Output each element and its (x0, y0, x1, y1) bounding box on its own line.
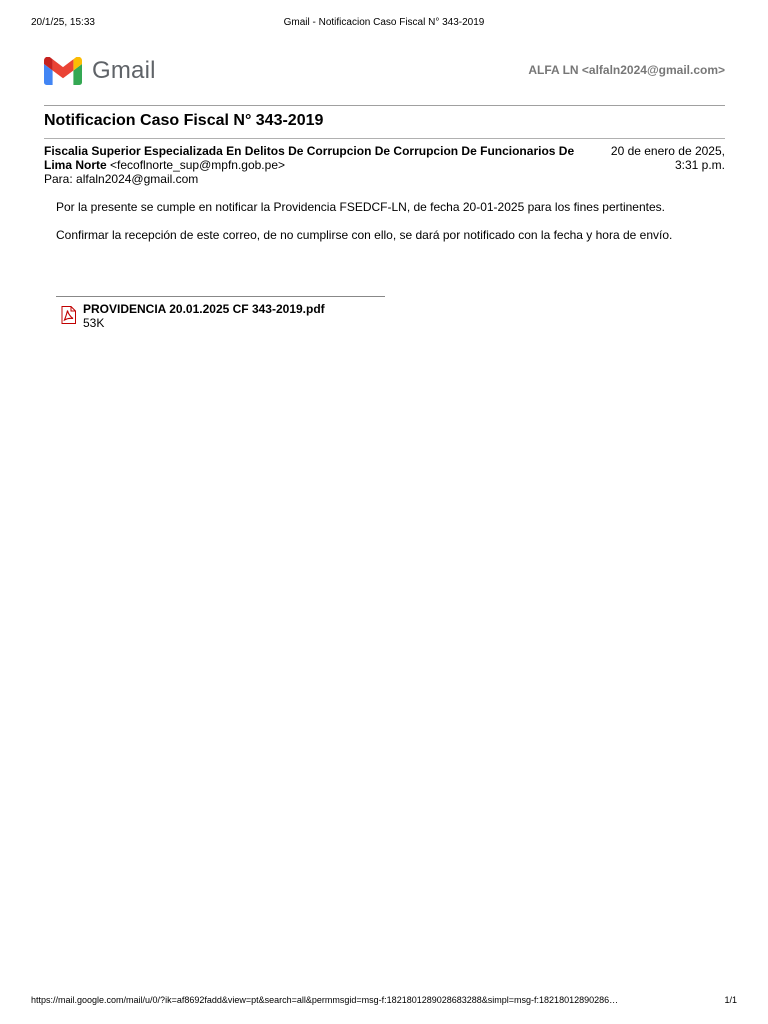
print-footer (31, 995, 737, 1009)
header-divider (44, 105, 725, 106)
message-body-paragraph: Por la presente se cumple en notificar la Providencia FSEDCF-LN, de fecha 20-01-2025 para los fines pertinentes. (56, 200, 665, 214)
attachment-details (83, 302, 325, 330)
gmail-logo[interactable] (44, 56, 156, 86)
sender-info (44, 144, 604, 172)
page-number: 1/1 (724, 995, 737, 1005)
gmail-logo-icon (44, 57, 82, 85)
pdf-file-icon (60, 306, 77, 324)
print-header (31, 17, 737, 31)
message-date-time: 3:31 p.m. (674, 158, 725, 172)
message-date (611, 144, 725, 172)
account-identity: ALFA LN <alfaln2024@gmail.com> (528, 63, 725, 77)
gmail-wordmark: Gmail (92, 57, 156, 84)
sender-name: Fiscalia Superior Especializada En Delitos De Corrupcion De Corrupcion De Funcionarios De (44, 144, 575, 158)
subject-divider (44, 138, 725, 139)
print-timestamp: 20/1/25, 15:33 (31, 17, 95, 28)
sender-email: <fecoflnorte_sup@mpfn.gob.pe> (110, 158, 285, 172)
attachment-item[interactable] (60, 302, 325, 330)
print-url: https://mail.google.com/mail/u/0/?ik=af8692fadd&view=pt&search=all&permmsgid=msg-f:1821801289028683288&simpl=msg-f:18218012890286… (31, 995, 619, 1005)
attachment-size: 53K (83, 316, 105, 330)
attachment-filename[interactable]: PROVIDENCIA 20.01.2025 CF 343-2019.pdf (83, 302, 325, 316)
recipient-address: alfaln2024@gmail.com (76, 172, 199, 186)
print-page-title: Gmail - Notificacion Caso Fiscal N° 343-2019 (283, 17, 485, 28)
attachment-divider (56, 296, 385, 297)
recipient-line (44, 172, 198, 186)
message-date-day: 20 de enero de 2025, (610, 144, 725, 158)
sender-name-continued: Lima Norte (44, 158, 107, 172)
email-subject: Notificacion Caso Fiscal N° 343-2019 (44, 112, 324, 129)
message-body-paragraph: Confirmar la recepción de este correo, de no cumplirse con ello, se dará por notificado con la fecha y hora de envío. (56, 228, 673, 242)
recipient-label: Para: (44, 172, 73, 186)
